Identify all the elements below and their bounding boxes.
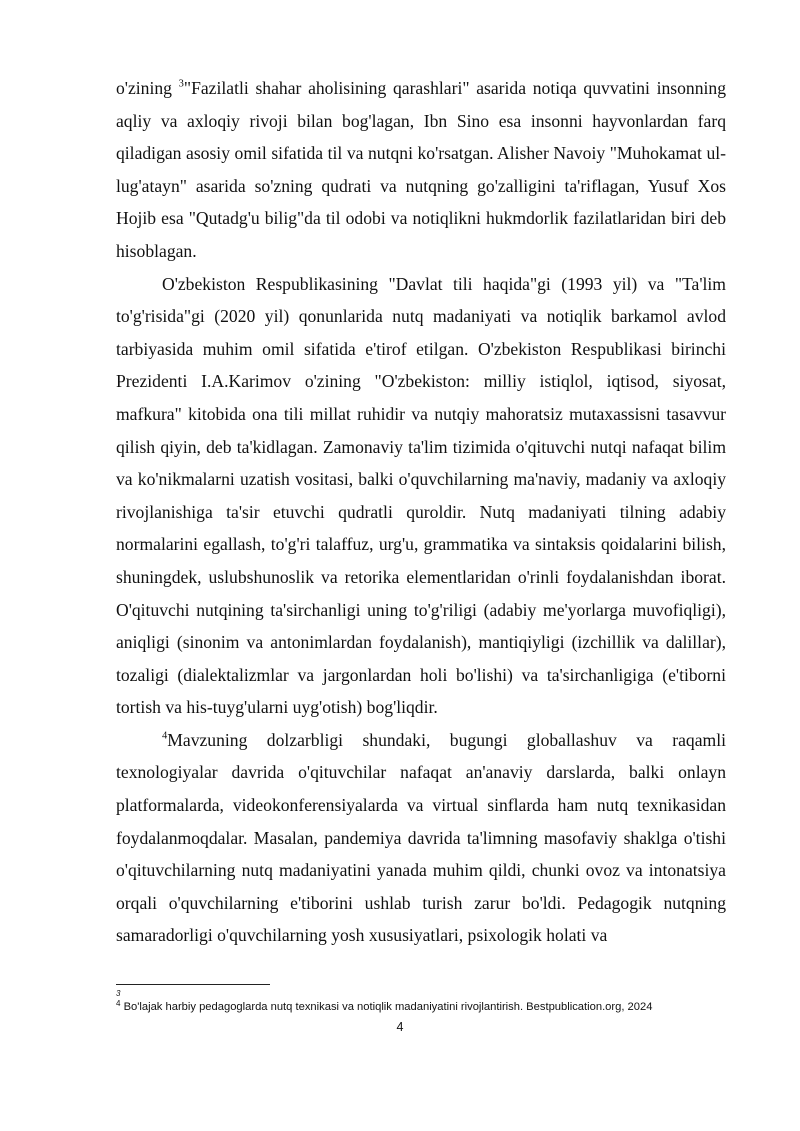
page-number: 4 (396, 1020, 404, 1034)
footnote-ref-4[interactable]: 4 (162, 730, 168, 742)
paragraph-1 (116, 72, 726, 268)
footnotes (116, 984, 726, 1014)
paragraph-2: O'zbekiston Respublikasining "Davlat tili haqida"gi (1993 yil) va "Ta'lim to'g'risida"gi (2020 yil) qonunlarida nutq madaniyati va notiqlik barkamol avlod tarbiyasida muhim omil sifatida e'tirof etilgan. O'zbekiston Respublikasi birinchi Prezidenti I.A.Karimov o'zining "O'zbekiston: milliy istiqlol, iqtisod, siyosat, mafkura" kitobida ona tili millat ruhidir va nutqiy mahoratsiz mutaxassisni tasavvur qilish qiyin, deb ta'kidlagan. Zamonaviy ta'lim tizimida o'qituvchi nutqi nafaqat bilim va ko'nikmalarni uzatish vositasi, balki o'quvchilarning ma'naviy, madaniy va axloqiy rivojlanishiga ta'sir etuvchi qudratli quroldir. Nutq madaniyati tilning adabiy normalarini egallash, to'g'ri talaffuz, urg'u, grammatika va sintaksis qoidalarini bilish, shuningdek, uslubshunoslik va retorika elementlaridan o'rinli foydalanishdan iborat. O'qituvchi nutqining ta'sirchanligi uning to'g'riligi (adabiy me'yorlarga muvofiqligi), aniqligi (sinonim va antonimlardan foydalanish), mantiqiyligi (izchillik va dalillar), tozaligi (dialektalizmlar va jargonlardan holi bo'lishi) va ta'sirchanligiga (e'tiborni tortish va his-tuyg'ularni uyg'otish) bog'liqdir. (116, 273, 726, 718)
footnote-4 (116, 1000, 726, 1014)
footnote-ref-3[interactable]: 3 (178, 78, 184, 90)
page-body (116, 72, 726, 952)
paragraph-3 (116, 724, 726, 952)
footnote-3-number: 3 (116, 989, 121, 998)
paragraph-1-post: "Fazilatli shahar aholisining qarashlari" asarida notiqa quvvatini insonning aqliy va axloqiy rivoji bilan bog'lagan, Ibn Sino esa insonni hayvonlardan farq qiladigan asosiy omil sifatida til va nutqni ko'rsatgan. Alisher Navoiy "Muhokamat ul-lug'atayn" asarida so'zning qudrati va nutqning go'zalligini ta'riflagan, Yusuf Xos Hojib esa "Qutadg'u bilig"da til odobi va notiqlikni hukmdorlik fazilatlaridan biri deb hisoblagan. (116, 78, 726, 261)
footnote-4-number: 4 (116, 999, 121, 1008)
paragraph-1-pre: o'zining (116, 78, 179, 98)
footnote-4-text: Bo'lajak harbiy pedagoglarda nutq texnikasi va notiqlik madaniyatini rivojlantirish. Bestpublication.org, 2024 (123, 1001, 653, 1013)
footnote-divider (116, 984, 270, 985)
paragraph-3-text: Mavzuning dolzarbligi shundaki, bugungi globallashuv va raqamli texnologiyalar davrida o'qituvchilar nafaqat an'anaviy darslarda, balki onlayn platformalarda, videokonferensiyalarda va virtual sinflarda ham nutq texnikasidan foydalanmoqdalar. Masalan, pandemiya davrida ta'limning masofaviy shaklga o'tishi o'qituvchilarning nutq madaniyatini yanada muhim qildi, chunki ovoz va intonatsiya orqali o'quvchilarning e'tiborini ushlab turish zarur bo'ldi. Pedagogik nutqning samaradorligi o'quvchilarning yosh xususiyatlari, psixologik holati va (116, 729, 726, 946)
footnote-3 (116, 989, 726, 999)
